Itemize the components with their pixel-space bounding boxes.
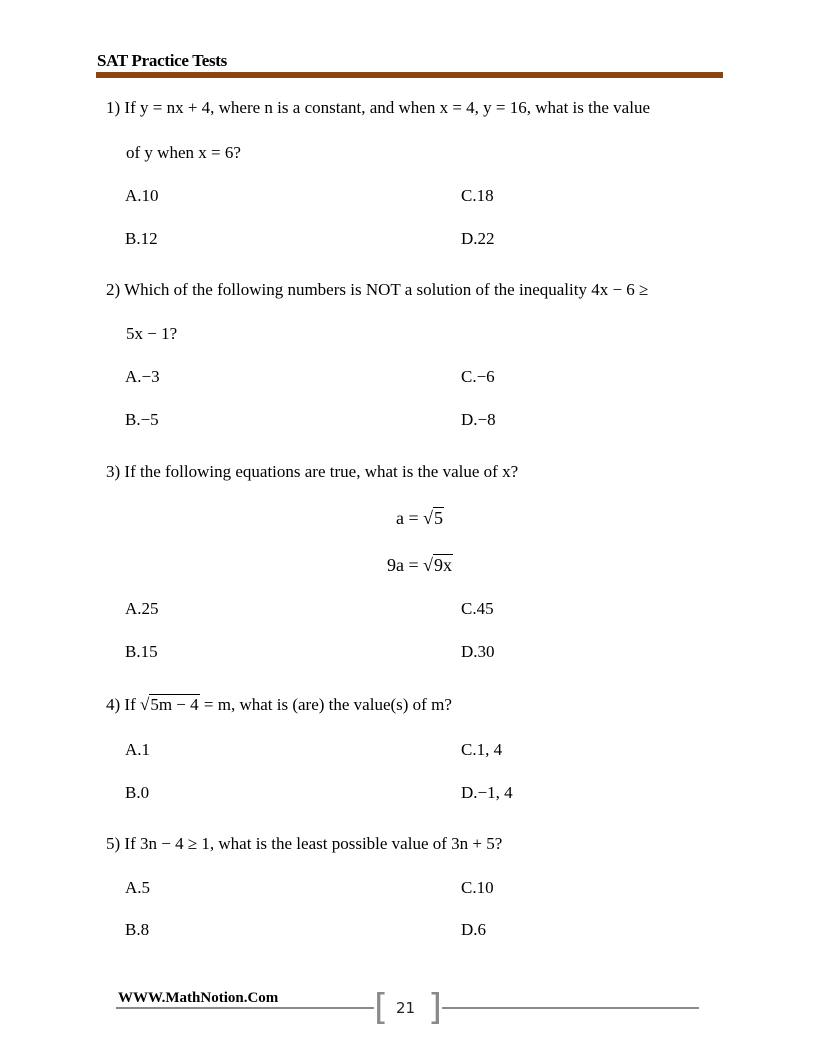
page-number: 21	[396, 999, 416, 1017]
question-4-option-b: B.0	[125, 783, 150, 802]
question-4-radicand: 5m − 4	[150, 695, 199, 714]
equation-2-left: 9a =	[387, 555, 424, 575]
question-1-option-d: D.22	[461, 229, 495, 248]
sqrt-symbol: √5	[423, 508, 444, 528]
question-3-option-a: A.25	[125, 599, 159, 618]
left-bracket-icon: [	[374, 987, 389, 1028]
sqrt-symbol: √9x	[423, 555, 453, 575]
footer-divider-left	[116, 1007, 374, 1009]
question-3-equation-1	[396, 507, 444, 529]
right-bracket-icon: ]	[428, 987, 443, 1028]
sqrt-symbol: √5m − 4	[139, 695, 199, 714]
footer-divider-right	[442, 1007, 699, 1009]
question-4-option-a: A.1	[125, 740, 151, 759]
question-1-option-b: B.12	[125, 229, 158, 248]
question-4-suffix: = m, what is (are) the value(s) of m?	[199, 695, 452, 714]
question-4-option-d: D.−1, 4	[461, 783, 513, 802]
question-3-option-b: B.15	[125, 642, 158, 661]
question-1-text-continued: of y when x = 6?	[126, 143, 241, 162]
question-5-option-d: D.6	[461, 920, 487, 939]
question-4-text	[106, 695, 452, 715]
question-1-text: 1) If y = nx + 4, where n is a constant, and when x = 4, y = 16, what is the value	[106, 98, 650, 117]
footer-website: WWW.MathNotion.Com	[118, 990, 279, 1006]
question-5-option-b: B.8	[125, 920, 150, 939]
equation-1-radicand: 5	[434, 508, 444, 528]
question-2-option-d: D.−8	[461, 410, 496, 429]
equation-2-radicand: 9x	[434, 555, 453, 575]
question-5-text: 5) If 3n − 4 ≥ 1, what is the least possible value of 3n + 5?	[106, 834, 503, 853]
question-5-option-c: C.10	[461, 878, 494, 897]
equation-1-left: a =	[396, 508, 424, 528]
question-3-text: 3) If the following equations are true, what is the value of x?	[106, 462, 519, 481]
question-3-option-c: C.45	[461, 599, 494, 618]
page-header-title: SAT Practice Tests	[97, 51, 227, 70]
question-2-option-a: A.−3	[125, 367, 160, 386]
question-4-option-c: C.1, 4	[461, 740, 503, 759]
question-1-option-c: C.18	[461, 186, 494, 205]
header-divider	[96, 72, 723, 78]
question-2-text-continued: 5x − 1?	[126, 324, 178, 343]
question-2-text: 2) Which of the following numbers is NOT a solution of the inequality 4x − 6 ≥	[106, 280, 649, 299]
question-2-option-c: C.−6	[461, 367, 495, 386]
question-1-option-a: A.10	[125, 186, 159, 205]
question-5-option-a: A.5	[125, 878, 151, 897]
question-2-option-b: B.−5	[125, 410, 159, 429]
question-3-option-d: D.30	[461, 642, 495, 661]
question-4-prefix: 4) If	[106, 695, 140, 714]
question-3-equation-2	[387, 554, 453, 576]
